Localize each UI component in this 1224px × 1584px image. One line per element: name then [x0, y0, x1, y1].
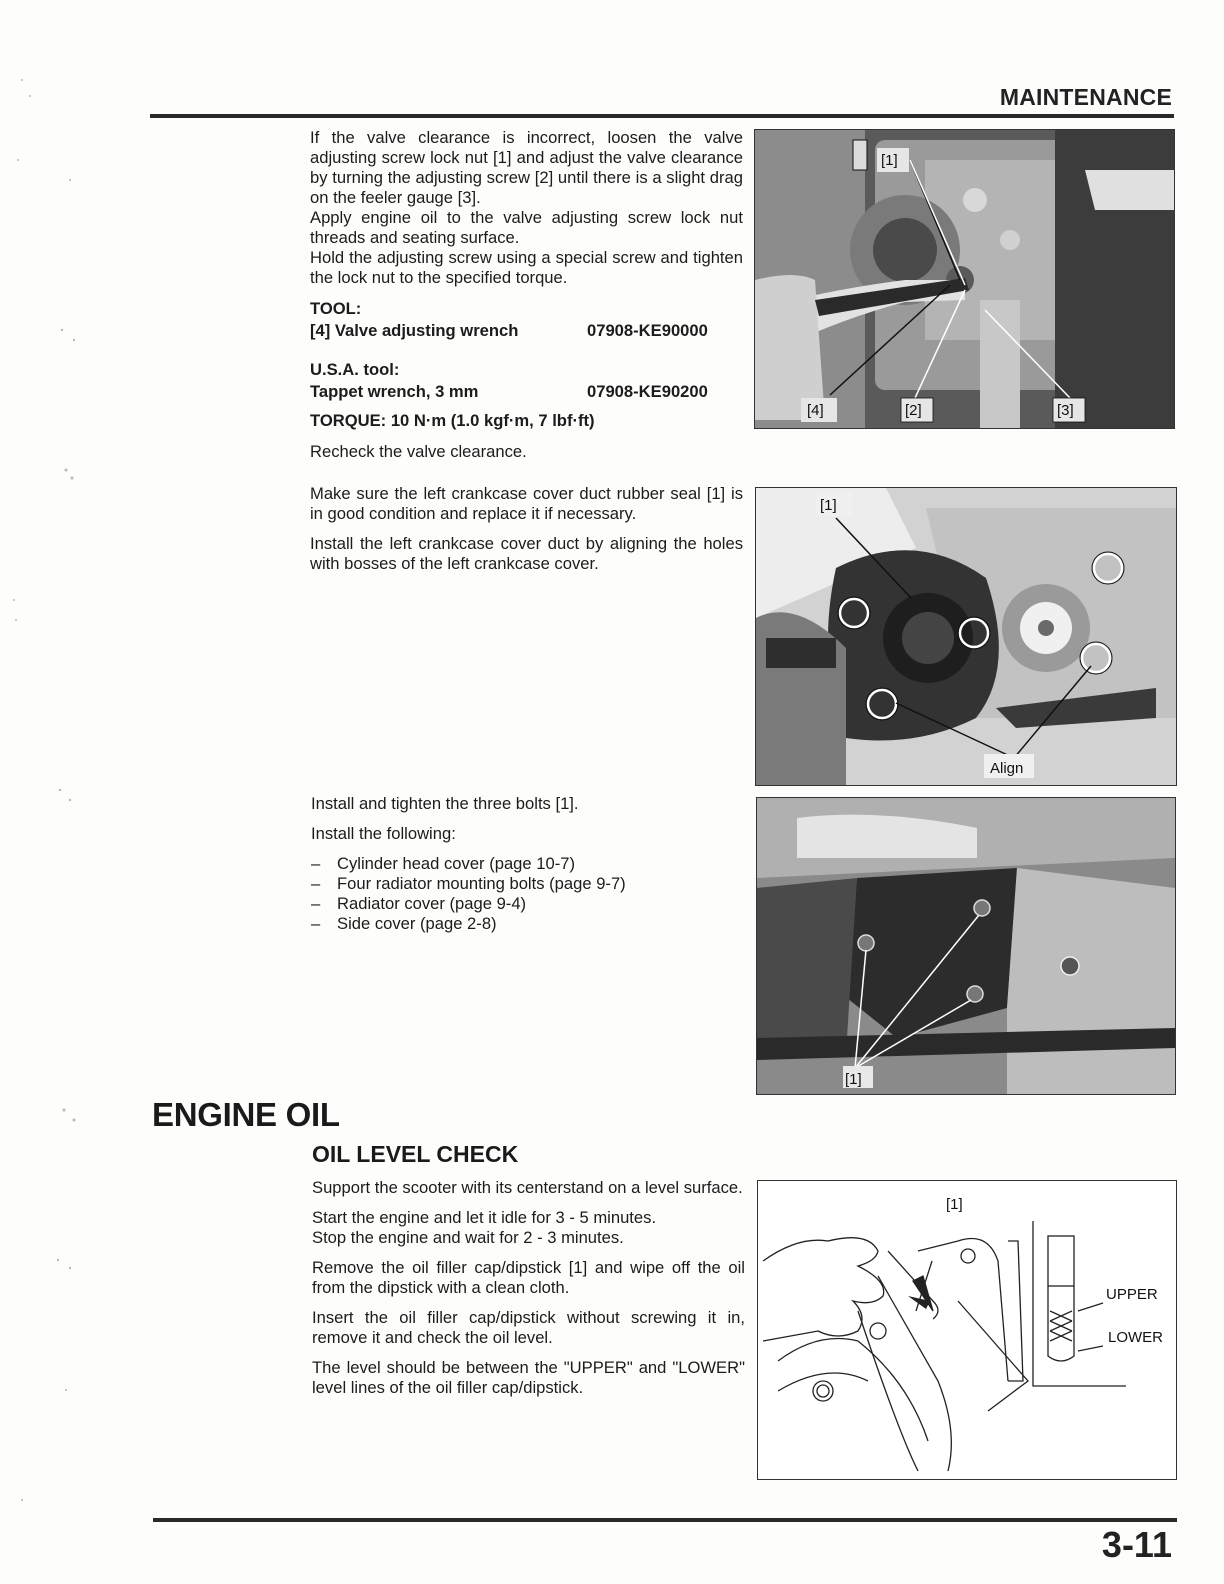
paragraph: If the valve clearance is incorrect, loosen the valve adjusting screw lock nut [1] and adjust the valve clearance by turning the adjusting screw [2] until there is a slight drag on the feeler gauge [3]. [310, 128, 743, 207]
usa-tool-heading: U.S.A. tool: [310, 360, 400, 379]
header-rule [150, 114, 1174, 118]
paragraph: Start the engine and let it idle for 3 - 5 minutes. [312, 1208, 657, 1227]
install-list [311, 854, 744, 934]
oil-check-block [312, 1178, 745, 1408]
callout-1: [1] [946, 1196, 963, 1213]
footer-rule [153, 1518, 1177, 1522]
paragraph: Hold the adjusting screw using a special screw and tighten the lock nut to the specified torque. [310, 248, 743, 287]
usa-tool-name: Tappet wrench, 3 mm [310, 382, 479, 401]
three-bolts-photo [756, 797, 1176, 1095]
tool-heading: TOOL: [310, 299, 362, 318]
callout-1: [1] [881, 152, 898, 169]
bolts-install-block [311, 794, 744, 934]
list-item: – Four radiator mounting bolts (page 9-7) [311, 874, 744, 894]
list-item: – Side cover (page 2-8) [311, 914, 744, 934]
callout-1: [1] [845, 1071, 862, 1088]
upper-label: UPPER [1106, 1286, 1158, 1303]
tool-row [310, 320, 743, 342]
recheck-note: Recheck the valve clearance. [310, 442, 527, 461]
list-item: – Radiator cover (page 9-4) [311, 894, 744, 914]
section-title: MAINTENANCE [999, 84, 1172, 110]
align-label: Align [990, 760, 1024, 777]
paragraph: Install the left crankcase cover duct by aligning the holes with bosses of the left crankcase cover. [310, 534, 743, 573]
torque-spec: TORQUE: 10 N·m (1.0 kgf·m, 7 lbf·ft) [310, 411, 595, 430]
callout-3: [3] [1057, 402, 1074, 419]
crankcase-duct-photo [755, 487, 1177, 786]
tool-name: [4] Valve adjusting wrench [310, 321, 519, 340]
callout-4: [4] [807, 402, 824, 419]
install-following: Install the following: [311, 824, 456, 843]
paragraph: The level should be between the "UPPER" and "LOWER" level lines of the oil filler cap/dipstick. [312, 1358, 745, 1397]
scan-margin-speckle [0, 0, 100, 1584]
usa-tool-row [310, 381, 743, 403]
oil-level-check-title: OIL LEVEL CHECK [312, 1141, 519, 1167]
paragraph: Apply engine oil to the valve adjusting screw lock nut threads and seating surface. [310, 208, 743, 247]
usa-tool-number: 07908-KE90200 [587, 382, 708, 401]
paragraph: Insert the oil filler cap/dipstick without screwing it in, remove it and check the oil level. [312, 1308, 745, 1347]
paragraph: Support the scooter with its centerstand on a level surface. [312, 1178, 743, 1197]
paragraph: Install and tighten the three bolts [1]. [311, 794, 579, 813]
paragraph: Remove the oil filler cap/dipstick [1] and wipe off the oil from the dipstick with a clean cloth. [312, 1258, 745, 1297]
callout-1: [1] [820, 497, 837, 514]
valve-adjust-photo [754, 129, 1175, 429]
paragraph: Make sure the left crankcase cover duct rubber seal [1] is in good condition and replace it if necessary. [310, 484, 743, 523]
page-number: 3-11 [1101, 1524, 1172, 1565]
dipstick-diagram [757, 1180, 1177, 1480]
callout-2: [2] [905, 402, 922, 419]
lower-label: LOWER [1108, 1329, 1164, 1346]
list-item: – Cylinder head cover (page 10-7) [311, 854, 744, 874]
duct-install-block [310, 484, 743, 584]
valve-adjust-block [310, 128, 743, 462]
engine-oil-title: ENGINE OIL [152, 1096, 340, 1133]
paragraph: Stop the engine and wait for 2 - 3 minutes. [312, 1228, 624, 1247]
tool-number: 07908-KE90000 [587, 321, 708, 340]
